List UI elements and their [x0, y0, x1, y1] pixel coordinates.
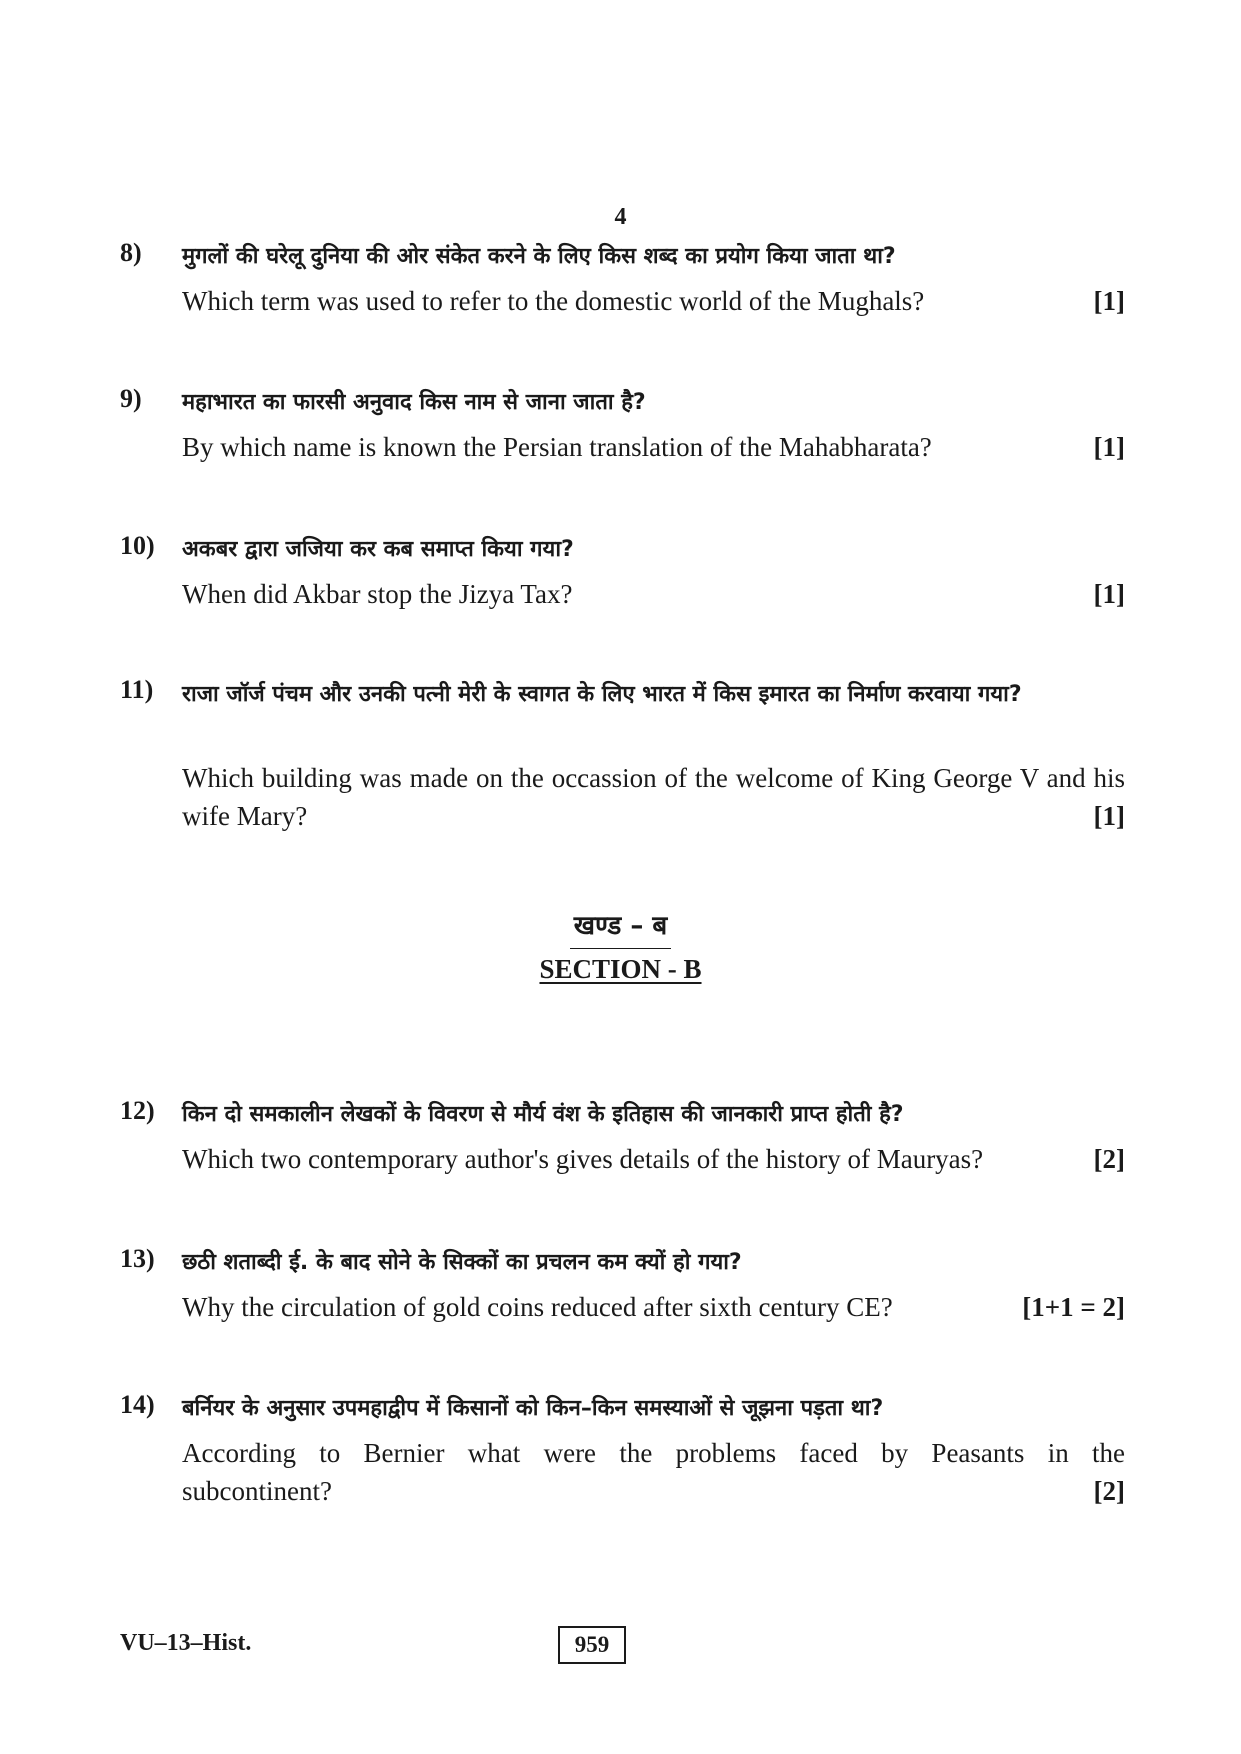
question-number: 11): [120, 675, 154, 704]
page-code-box: 959: [558, 1626, 626, 1664]
question-marks: [1]: [1093, 432, 1125, 462]
question-11: [120, 675, 1125, 835]
question-english: [182, 759, 1125, 835]
question-english-text: When did Akbar stop the Jizya Tax?: [182, 579, 573, 609]
section-heading-hindi: [0, 906, 1241, 949]
question-number: 9): [120, 384, 142, 413]
question-hindi: बर्नियर के अनुसार उपमहाद्वीप में किसानों को किन–किन समस्याओं से जूझना पड़ता था?: [182, 1396, 884, 1421]
section-heading-english: [0, 954, 1241, 985]
question-8: [120, 238, 1125, 320]
question-english-text: Why the circulation of gold coins reduced after sixth century CE?: [182, 1292, 893, 1322]
question-marks: [2]: [1093, 1476, 1125, 1506]
question-hindi: मुगलों की घरेलू दुनिया की ओर संकेत करने के लिए किस शब्द का प्रयोग किया जाता था?: [182, 244, 896, 269]
question-number: 12): [120, 1096, 155, 1125]
question-number: 8): [120, 238, 142, 267]
question-10: [120, 531, 1125, 613]
question-english-text: By which name is known the Persian translation of the Mahabharata?: [182, 432, 932, 462]
question-marks: [1+1 = 2]: [1022, 1292, 1125, 1322]
paper-code: VU–13–Hist.: [120, 1630, 252, 1656]
question-english-text: Which building was made on the occassion of the welcome of King George V and his wife Mary?: [182, 763, 1125, 831]
question-english: [182, 1288, 1125, 1326]
question-english-text: Which two contemporary author's gives details of the history of Mauryas?: [182, 1144, 984, 1174]
section-heading-hindi-text: खण्ड – ब: [570, 906, 671, 949]
question-14: [120, 1390, 1125, 1510]
question-english: [182, 1434, 1125, 1510]
question-english: [182, 1140, 1125, 1178]
question-english-text: According to Bernier what were the problems faced by Peasants in the subcontinent?: [182, 1438, 1125, 1506]
question-hindi: किन दो समकालीन लेखकों के विवरण से मौर्य वंश के इतिहास की जानकारी प्राप्त होती है?: [182, 1102, 904, 1127]
question-number: 14): [120, 1390, 155, 1419]
page-number: 4: [614, 204, 627, 230]
question-english: [182, 282, 1125, 320]
question-hindi: अकबर द्वारा जजिया कर कब समाप्त किया गया?: [182, 537, 574, 562]
question-number: 10): [120, 531, 155, 560]
question-marks: [1]: [1093, 286, 1125, 316]
question-12: [120, 1096, 1125, 1178]
question-english: [182, 575, 1125, 613]
question-marks: [2]: [1093, 1144, 1125, 1174]
question-english-text: Which term was used to refer to the domestic world of the Mughals?: [182, 286, 925, 316]
question-9: [120, 384, 1125, 466]
question-number: 13): [120, 1244, 155, 1273]
question-hindi: छठी शताब्दी ई. के बाद सोने के सिक्कों का प्रचलन कम क्यों हो गया?: [182, 1250, 742, 1275]
question-13: [120, 1244, 1125, 1326]
question-hindi: महाभारत का फारसी अनुवाद किस नाम से जाना जाता है?: [182, 390, 646, 415]
question-english: [182, 428, 1125, 466]
question-marks: [1]: [1093, 801, 1125, 831]
question-marks: [1]: [1093, 579, 1125, 609]
section-heading-english-text: SECTION - B: [539, 954, 702, 984]
question-hindi: राजा जॉर्ज पंचम और उनकी पत्नी मेरी के स्वागत के लिए भारत में किस इमारत का निर्माण करवाया गया?: [182, 682, 1022, 707]
